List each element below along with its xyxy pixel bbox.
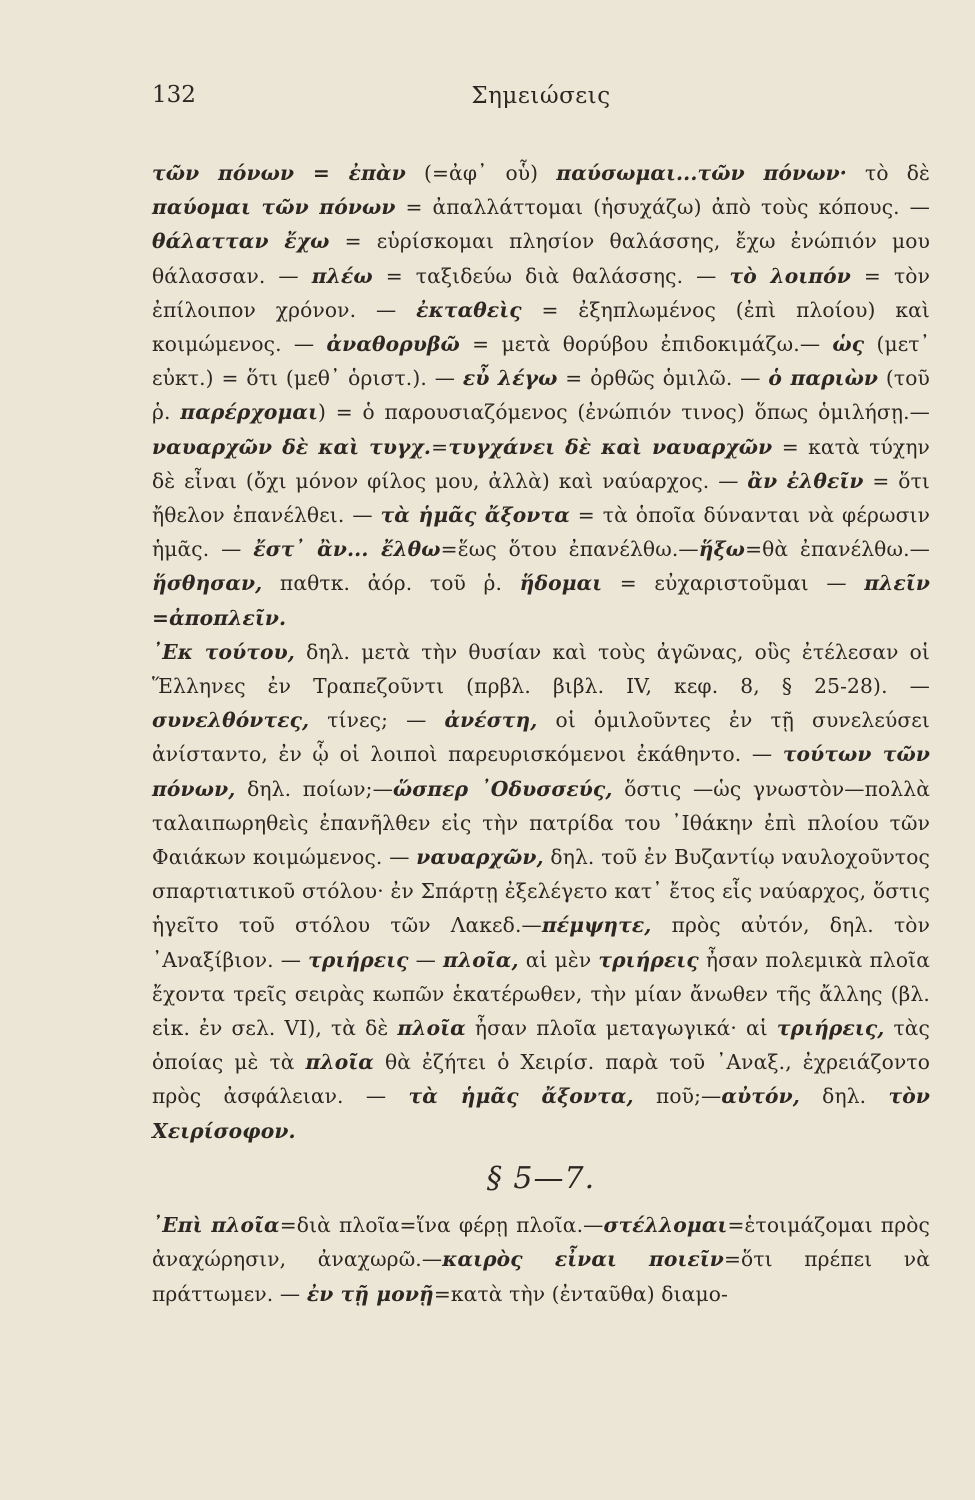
lemma: παρέρχομαι xyxy=(180,400,319,425)
lemma: ὥσπερ ᾿Οδυσσεύς, xyxy=(392,776,613,801)
gloss-text: τὰς ὁποίας μὲ τὰ xyxy=(152,1016,931,1075)
gloss-text: = εὐχαριστοῦμαι — xyxy=(602,571,865,596)
gloss-text: ποῦ;— xyxy=(633,1084,722,1109)
gloss-text: δηλ. μετὰ τὴν θυσίαν καὶ τοὺς ἀγῶνας, οὓς ἐτέλεσαν οἱ Ἕλληνες ἐν Τραπεζοῦντι (πρβλ. βιβλ. IV, κεφ. 8, § 25-28). — xyxy=(152,639,930,699)
lemma: ᾿Επὶ πλοῖα xyxy=(152,1213,280,1238)
gloss-text: πρὸς αὐτόν, δηλ. τὸν ᾿Αναξίβιον. — xyxy=(152,913,930,972)
lemma: ἔστ᾽ ἂν... ἔλθω xyxy=(253,537,441,562)
gloss-text: = ὅτι ἤθελον ἐπανέλθει. — xyxy=(152,468,930,528)
gloss-text: δηλ. ποίων;— xyxy=(235,776,393,801)
lemma: συνελθόντες, xyxy=(152,708,310,733)
lemma: αὐτόν, xyxy=(721,1084,800,1109)
gloss-text: =ἑτοιμάζομαι πρὸς ἀναχώρησιν, ἀναχωρῶ.— xyxy=(152,1213,930,1272)
gloss-text: = ἐξηπλωμένος (ἐπὶ πλοίου) καὶ κοιμώμενος. — xyxy=(152,297,930,357)
gloss-text: ὅστις —ὡς γνωστὸν—πολλὰ ταλαιπωρηθεὶς ἐπανῆλθεν εἰς τὴν πατρίδα του ᾿Ιθάκην ἐπὶ πλοίου τῶν Φαιάκων κοιμώμενος. — xyxy=(152,776,931,870)
lemma: ᾿Εκ τούτου, xyxy=(152,639,295,664)
paragraph xyxy=(152,1208,930,1311)
gloss-text: = εὑρίσκομαι πλησίον θαλάσσης, ἔχω ἐνώπιόν μου θάλασσαν. — xyxy=(152,229,930,288)
gloss-text: = κατὰ τύχην δὲ εἶναι (ὄχι μόνον φίλος μου, ἀλλὰ) καὶ ναύαρχος. — xyxy=(152,434,930,493)
lemma: εὖ λέγω xyxy=(462,366,558,391)
lemma: ὡς xyxy=(832,332,865,357)
gloss-text: — xyxy=(408,947,444,972)
gloss-text: =κατὰ τὴν (ἐνταῦθα) διαμο- xyxy=(433,1281,729,1306)
page-header xyxy=(152,76,930,116)
gloss-text: ἦσαν πολεμικὰ πλοῖα ἔχοντα τρεῖς σειρὰς κωπῶν ἑκατέρωθεν, τὴν μίαν ἄνωθεν τῆς ἄλλης (βλ. εἰκ. ἐν σελ. VI), τὰ δὲ xyxy=(152,947,930,1041)
lemma: πλοῖα, xyxy=(443,947,519,972)
lemma: ἥδομαι xyxy=(519,571,603,596)
body-text xyxy=(152,156,930,1311)
lemma: τὰ ἡμᾶς ἄξοντα, xyxy=(408,1084,634,1109)
paragraph xyxy=(152,635,930,1148)
lemma: ναυαρχῶν, xyxy=(416,845,544,870)
lemma: τὸ λοιπόν xyxy=(729,263,851,288)
lemma: καιρὸς εἶναι ποιεῖν xyxy=(442,1247,724,1272)
gloss-text: =ἕως ὅτου ἐπανέλθω.— xyxy=(440,537,699,562)
gloss-text: τίνες; — xyxy=(309,708,445,733)
lemma: τριήρεις xyxy=(598,947,699,972)
gloss-text: δηλ. xyxy=(799,1084,889,1109)
lemma: πλοῖα xyxy=(305,1050,374,1075)
lemma: τῶν πόνων = ἐπὰν xyxy=(152,161,406,185)
lemma: ναυαρχῶν δὲ καὶ τυγχ. xyxy=(152,434,432,459)
gloss-text: = ταξιδεύω διὰ θαλάσσης. — xyxy=(372,263,730,288)
gloss-text: =ὅτι πρέπει νὰ πράττωμεν. — xyxy=(152,1247,931,1306)
gloss-text: (τοῦ ῥ. xyxy=(152,366,930,425)
gloss-text: (μετ᾽ εὐκτ.) = ὅτι (μεθ᾽ ὁριστ.). — xyxy=(152,332,930,391)
page-number: 132 xyxy=(152,82,196,108)
lemma: ἀνέστη, xyxy=(444,708,538,733)
gloss-text: δηλ. τοῦ ἐν Βυζαντίῳ ναυλοχοῦντος σπαρτιατικοῦ στόλου· ἐν Σπάρτῃ ἐξελέγετο κατ᾽ ἔτος εἷς ναύαρχος, ὅστις ἡγεῖτο τοῦ στόλου τῶν Λακεδ.— xyxy=(152,845,930,938)
lemma: ἐν τῇ μονῇ xyxy=(306,1281,434,1306)
lemma: τριήρεις, xyxy=(776,1016,885,1041)
lemma: παύσωμαι...τῶν πόνων· xyxy=(556,161,847,185)
lemma: τυγχάνει δὲ καὶ ναυαρχῶν xyxy=(448,434,773,459)
gloss-text: ἦσαν πλοῖα μεταγωγικά· αἱ xyxy=(465,1016,777,1041)
notes-block-2 xyxy=(152,1208,930,1311)
lemma: πλοῖα xyxy=(397,1016,466,1041)
gloss-text: =διὰ πλοῖα=ἵνα φέρῃ πλοῖα.— xyxy=(279,1213,604,1238)
gloss-text: = τὸν ἐπίλοιπον χρόνον. — xyxy=(152,263,931,322)
gloss-text: = xyxy=(431,434,449,459)
gloss-text: αἱ μὲν xyxy=(518,947,599,972)
lemma: πλεῖν =ἀποπλεῖν. xyxy=(152,571,930,630)
gloss-text: = ὀρθῶς ὁμιλῶ. — xyxy=(557,366,769,391)
lemma: πλέω xyxy=(311,263,373,288)
lemma: ἥξω xyxy=(698,537,746,562)
lemma: τὰ ἡμᾶς ἄξοντα xyxy=(380,503,570,528)
gloss-text: τὸ δὲ xyxy=(846,161,930,185)
gloss-text: παθτκ. ἀόρ. τοῦ ῥ. xyxy=(262,571,520,596)
lemma: ἐκταθεὶς xyxy=(416,297,522,322)
gloss-text: = μετὰ θορύβου ἐπιδοκιμάζω.— xyxy=(459,332,833,357)
gloss-text: = τὰ ὁποῖα δύνανται νὰ φέρωσιν ἡμᾶς. — xyxy=(152,503,930,562)
lemma: πέμψητε, xyxy=(541,913,652,938)
section-heading: § 5—7. xyxy=(486,1160,596,1196)
gloss-text: θὰ ἐζήτει ὁ Χειρίσ. παρὰ τοῦ ᾿Αναξ., ἐχρειάζοντο πρὸς ἀσφάλειαν. — xyxy=(152,1050,930,1109)
gloss-text: =θὰ ἐπανέλθω.— xyxy=(745,537,931,562)
gloss-text: = ἀπαλλάττομαι (ἡσυχάζω) ἀπὸ τοὺς κόπους. — xyxy=(395,195,930,220)
running-title: Σημειώσεις xyxy=(471,83,611,109)
page xyxy=(152,76,930,1311)
gloss-text: οἱ ὁμιλοῦντες ἐν τῇ συνελεύσει ἀνίσταντο, ἐν ᾧ οἱ λοιποὶ παρευρισκόμενοι ἐκάθηντο. — xyxy=(152,708,930,767)
lemma: ἥσθησαν, xyxy=(152,571,263,596)
lemma: τούτων τῶν πόνων, xyxy=(152,742,930,801)
lemma: παύομαι τῶν πόνων xyxy=(152,195,396,220)
gloss-text: (=ἀφ᾽ οὗ) xyxy=(405,161,557,185)
lemma: ἀναθορυβῶ xyxy=(326,332,460,357)
paragraph xyxy=(152,156,930,635)
lemma: τριήρεις xyxy=(308,947,409,972)
lemma: ἂν ἐλθεῖν xyxy=(747,468,864,493)
lemma: τὸν Χειρίσοφον. xyxy=(152,1084,931,1143)
lemma: θάλατταν ἔχω xyxy=(152,229,330,254)
lemma: ὁ παριὼν xyxy=(768,366,879,391)
gloss-text: ) = ὁ παρουσιαζόμενος (ἐνώπιόν τινος) ὅπως ὁμιλήσῃ.— xyxy=(318,400,930,425)
lemma: στέλλομαι xyxy=(603,1213,728,1238)
notes-block-1 xyxy=(152,156,930,1148)
